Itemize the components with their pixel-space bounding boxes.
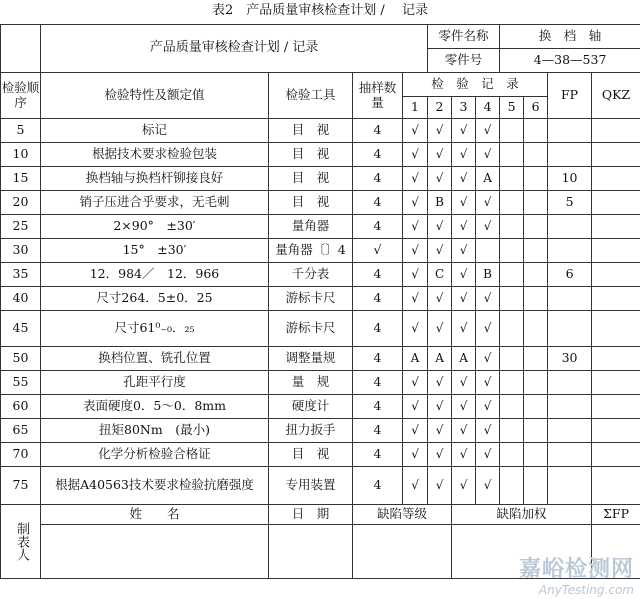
record-cell: √ (452, 371, 476, 395)
record-cell: √ (476, 395, 500, 419)
fp-cell (548, 119, 592, 143)
record-cell: √ (476, 287, 500, 311)
record-cell (500, 191, 524, 215)
record-cell: √ (452, 467, 476, 505)
footer-defect-grade-header: 缺陷等级 (353, 505, 452, 525)
record-cell: √ (476, 467, 500, 505)
record-cell: √ (452, 191, 476, 215)
characteristic-cell: 12．984／ 12．966 (41, 263, 269, 287)
tool-cell: 扭力扳手 (269, 419, 353, 443)
record-cell: √ (403, 443, 428, 467)
seq-cell: 70 (1, 443, 41, 467)
table-row (1, 263, 640, 287)
record-cell (476, 239, 500, 263)
record-cell: √ (452, 287, 476, 311)
col-header-seq: 检验顺序 (1, 73, 41, 119)
fp-cell (548, 239, 592, 263)
seq-cell: 35 (1, 263, 41, 287)
characteristic-cell: 根据技术要求检验包装 (41, 143, 269, 167)
seq-cell: 40 (1, 287, 41, 311)
record-cell: √ (403, 215, 428, 239)
table-row (1, 371, 640, 395)
record-cell (524, 467, 548, 505)
record-cell: B (428, 191, 452, 215)
record-num-5: 5 (500, 97, 524, 119)
seq-cell: 45 (1, 311, 41, 347)
record-cell: √ (476, 371, 500, 395)
record-cell: √ (428, 119, 452, 143)
qkz-cell (592, 467, 640, 505)
record-cell (524, 191, 548, 215)
record-cell (524, 167, 548, 191)
record-cell (524, 239, 548, 263)
record-cell (524, 119, 548, 143)
tool-cell: 调整量规 (269, 347, 353, 371)
part-number-label: 零件号 (428, 49, 500, 73)
tool-cell: 目 视 (269, 119, 353, 143)
audit-plan-table (0, 24, 640, 579)
seq-cell: 30 (1, 239, 41, 263)
fp-cell: 30 (548, 347, 592, 371)
sample-size-cell: 4 (353, 347, 403, 371)
characteristic-cell: 根据A40563技术要求检验抗磨强度 (41, 467, 269, 505)
record-cell (524, 143, 548, 167)
record-cell: √ (476, 119, 500, 143)
qkz-cell (592, 191, 640, 215)
tool-cell: 硬度计 (269, 395, 353, 419)
record-num-3: 3 (452, 97, 476, 119)
record-cell: √ (403, 119, 428, 143)
sample-size-cell: 4 (353, 143, 403, 167)
record-cell: √ (452, 119, 476, 143)
record-cell (524, 263, 548, 287)
record-cell: √ (452, 395, 476, 419)
record-cell: √ (452, 419, 476, 443)
watermark-brand: 嘉峪检测网 (518, 557, 634, 582)
sample-size-cell: 4 (353, 419, 403, 443)
record-cell: √ (452, 263, 476, 287)
col-header-qkz: QKZ (592, 73, 640, 119)
qkz-cell (592, 143, 640, 167)
record-cell: √ (428, 395, 452, 419)
characteristic-cell: 15° ±30′ (41, 239, 269, 263)
fp-cell (548, 395, 592, 419)
seq-cell: 60 (1, 395, 41, 419)
record-cell: B (476, 263, 500, 287)
record-cell (524, 443, 548, 467)
record-cell (500, 119, 524, 143)
tool-cell: 目 视 (269, 443, 353, 467)
fp-cell (548, 443, 592, 467)
record-cell: √ (428, 239, 452, 263)
record-cell: √ (403, 167, 428, 191)
table-row (1, 167, 640, 191)
tool-cell: 游标卡尺 (269, 311, 353, 347)
table-row (1, 443, 640, 467)
table-row (1, 143, 640, 167)
part-name-value: 换 档 轴 (500, 25, 640, 49)
record-num-1: 1 (403, 97, 428, 119)
col-header-record: 检 验 记 录 (403, 73, 548, 97)
seq-cell: 20 (1, 191, 41, 215)
sample-size-cell: 4 (353, 119, 403, 143)
seq-cell: 5 (1, 119, 41, 143)
footer-defect-weight-header: 缺陷加权 (452, 505, 592, 525)
sample-size-cell: 4 (353, 191, 403, 215)
record-cell (500, 347, 524, 371)
record-cell (500, 215, 524, 239)
sample-size-cell: √ (353, 239, 403, 263)
table-row (1, 467, 640, 505)
record-cell: √ (452, 443, 476, 467)
part-name-label: 零件名称 (428, 25, 500, 49)
fp-cell: 6 (548, 263, 592, 287)
table-row (1, 191, 640, 215)
record-num-2: 2 (428, 97, 452, 119)
record-cell: A (476, 167, 500, 191)
record-cell: A (428, 347, 452, 371)
record-cell: A (403, 347, 428, 371)
record-cell: √ (403, 191, 428, 215)
characteristic-cell: 标记 (41, 119, 269, 143)
record-cell: √ (476, 419, 500, 443)
record-cell: √ (428, 419, 452, 443)
tool-cell: 量角器〔〕4 (269, 239, 353, 263)
record-cell (500, 143, 524, 167)
table-row (1, 239, 640, 263)
record-cell: √ (452, 167, 476, 191)
seq-cell: 65 (1, 419, 41, 443)
record-cell: √ (428, 443, 452, 467)
fp-cell (548, 311, 592, 347)
part-number-value: 4—38—537 (500, 49, 640, 73)
table-row (1, 287, 640, 311)
table-caption: 表2 产品质量审核检查计划 / 记录 (212, 3, 428, 18)
tool-cell: 游标卡尺 (269, 287, 353, 311)
seq-cell: 55 (1, 371, 41, 395)
record-cell: √ (476, 143, 500, 167)
record-cell: √ (428, 371, 452, 395)
record-cell: C (428, 263, 452, 287)
record-cell (500, 311, 524, 347)
characteristic-cell: 表面硬度0．5～0．8mm (41, 395, 269, 419)
characteristic-cell: 尺寸61⁰₋₀．₂₅ (41, 311, 269, 347)
record-cell (500, 395, 524, 419)
record-cell: √ (428, 467, 452, 505)
characteristic-cell: 尺寸264．5±0．25 (41, 287, 269, 311)
fp-cell (548, 287, 592, 311)
record-cell: √ (428, 311, 452, 347)
qkz-cell (592, 263, 640, 287)
record-cell (500, 467, 524, 505)
record-cell (500, 287, 524, 311)
sample-size-cell: 4 (353, 395, 403, 419)
fp-cell: 10 (548, 167, 592, 191)
characteristic-cell: 销子压进合乎要求，无毛刺 (41, 191, 269, 215)
qkz-cell (592, 239, 640, 263)
footer-defect-grade-cell (353, 525, 452, 579)
characteristic-cell: 扭矩80Nm (最小) (41, 419, 269, 443)
sample-size-cell: 4 (353, 311, 403, 347)
record-cell: √ (476, 443, 500, 467)
table-row (1, 311, 640, 347)
sample-size-cell: 4 (353, 287, 403, 311)
tool-cell: 量角器 (269, 215, 353, 239)
fp-cell: 5 (548, 191, 592, 215)
fp-cell (548, 215, 592, 239)
record-cell: √ (452, 143, 476, 167)
sample-size-cell: 4 (353, 443, 403, 467)
col-header-sample: 抽样数量 (353, 73, 403, 119)
characteristic-cell: 孔距平行度 (41, 371, 269, 395)
footer-sum-fp-header: ΣFP (592, 505, 640, 525)
table-row (1, 119, 640, 143)
record-cell (500, 443, 524, 467)
tool-cell: 目 视 (269, 191, 353, 215)
qkz-cell (592, 167, 640, 191)
watermark-url: AnyTesting.com (538, 583, 634, 597)
record-cell: √ (403, 311, 428, 347)
qkz-cell (592, 419, 640, 443)
characteristic-cell: 换档位置、铣孔位置 (41, 347, 269, 371)
sample-size-cell: 4 (353, 167, 403, 191)
record-cell: √ (476, 191, 500, 215)
footer-date-header: 日 期 (269, 505, 353, 525)
record-cell: √ (403, 239, 428, 263)
tool-cell: 目 视 (269, 167, 353, 191)
sample-size-cell: 4 (353, 371, 403, 395)
footer-date-cell (269, 525, 353, 579)
footer-row-label: 制表人 (1, 505, 41, 579)
footer-name-cell (41, 525, 269, 579)
record-cell: √ (452, 239, 476, 263)
seq-cell: 75 (1, 467, 41, 505)
record-cell (524, 419, 548, 443)
record-cell: √ (403, 263, 428, 287)
qkz-cell (592, 347, 640, 371)
record-cell: √ (428, 287, 452, 311)
watermark (519, 552, 634, 597)
record-cell (524, 215, 548, 239)
col-header-fp: FP (548, 73, 592, 119)
record-cell (524, 371, 548, 395)
record-num-6: 6 (524, 97, 548, 119)
characteristic-cell: 换档轴与换档杆铆接良好 (41, 167, 269, 191)
record-cell: √ (428, 215, 452, 239)
tool-cell: 千分表 (269, 263, 353, 287)
record-cell: A (452, 347, 476, 371)
record-cell (524, 311, 548, 347)
characteristic-cell: 化学分析检验合格证 (41, 443, 269, 467)
qkz-cell (592, 215, 640, 239)
record-cell: √ (403, 395, 428, 419)
col-header-characteristic: 检验特性及额定值 (41, 73, 269, 119)
qkz-cell (592, 371, 640, 395)
header-blank-cell (1, 25, 41, 73)
record-cell: √ (403, 287, 428, 311)
table-row (1, 347, 640, 371)
sample-size-cell: 4 (353, 467, 403, 505)
characteristic-cell: 2×90° ±30′ (41, 215, 269, 239)
record-cell: √ (476, 347, 500, 371)
record-cell: √ (403, 371, 428, 395)
record-cell (500, 239, 524, 263)
qkz-cell (592, 287, 640, 311)
qkz-cell (592, 395, 640, 419)
record-cell (524, 395, 548, 419)
record-cell (524, 347, 548, 371)
sample-size-cell: 4 (353, 263, 403, 287)
record-num-4: 4 (476, 97, 500, 119)
record-cell: √ (403, 467, 428, 505)
record-cell: √ (452, 215, 476, 239)
record-cell: √ (476, 215, 500, 239)
tool-cell: 量 规 (269, 371, 353, 395)
fp-cell (548, 371, 592, 395)
qkz-cell (592, 311, 640, 347)
seq-cell: 10 (1, 143, 41, 167)
record-cell (500, 167, 524, 191)
record-cell: √ (403, 143, 428, 167)
seq-cell: 15 (1, 167, 41, 191)
form-title: 产品质量审核检查计划 / 记录 (41, 25, 428, 73)
qkz-cell (592, 443, 640, 467)
tool-cell: 专用装置 (269, 467, 353, 505)
table-row (1, 395, 640, 419)
footer-name-header: 姓 名 (41, 505, 269, 525)
record-cell (500, 263, 524, 287)
fp-cell (548, 143, 592, 167)
sample-size-cell: 4 (353, 215, 403, 239)
record-cell: √ (476, 311, 500, 347)
table-row (1, 419, 640, 443)
record-cell: √ (428, 143, 452, 167)
fp-cell (548, 467, 592, 505)
record-cell (524, 287, 548, 311)
fp-cell (548, 419, 592, 443)
record-cell: √ (452, 311, 476, 347)
qkz-cell (592, 119, 640, 143)
record-cell (500, 371, 524, 395)
record-cell (500, 419, 524, 443)
record-cell: √ (403, 419, 428, 443)
col-header-tool: 检验工具 (269, 73, 353, 119)
table-row (1, 215, 640, 239)
seq-cell: 25 (1, 215, 41, 239)
record-cell: √ (428, 167, 452, 191)
tool-cell: 目 视 (269, 143, 353, 167)
seq-cell: 50 (1, 347, 41, 371)
